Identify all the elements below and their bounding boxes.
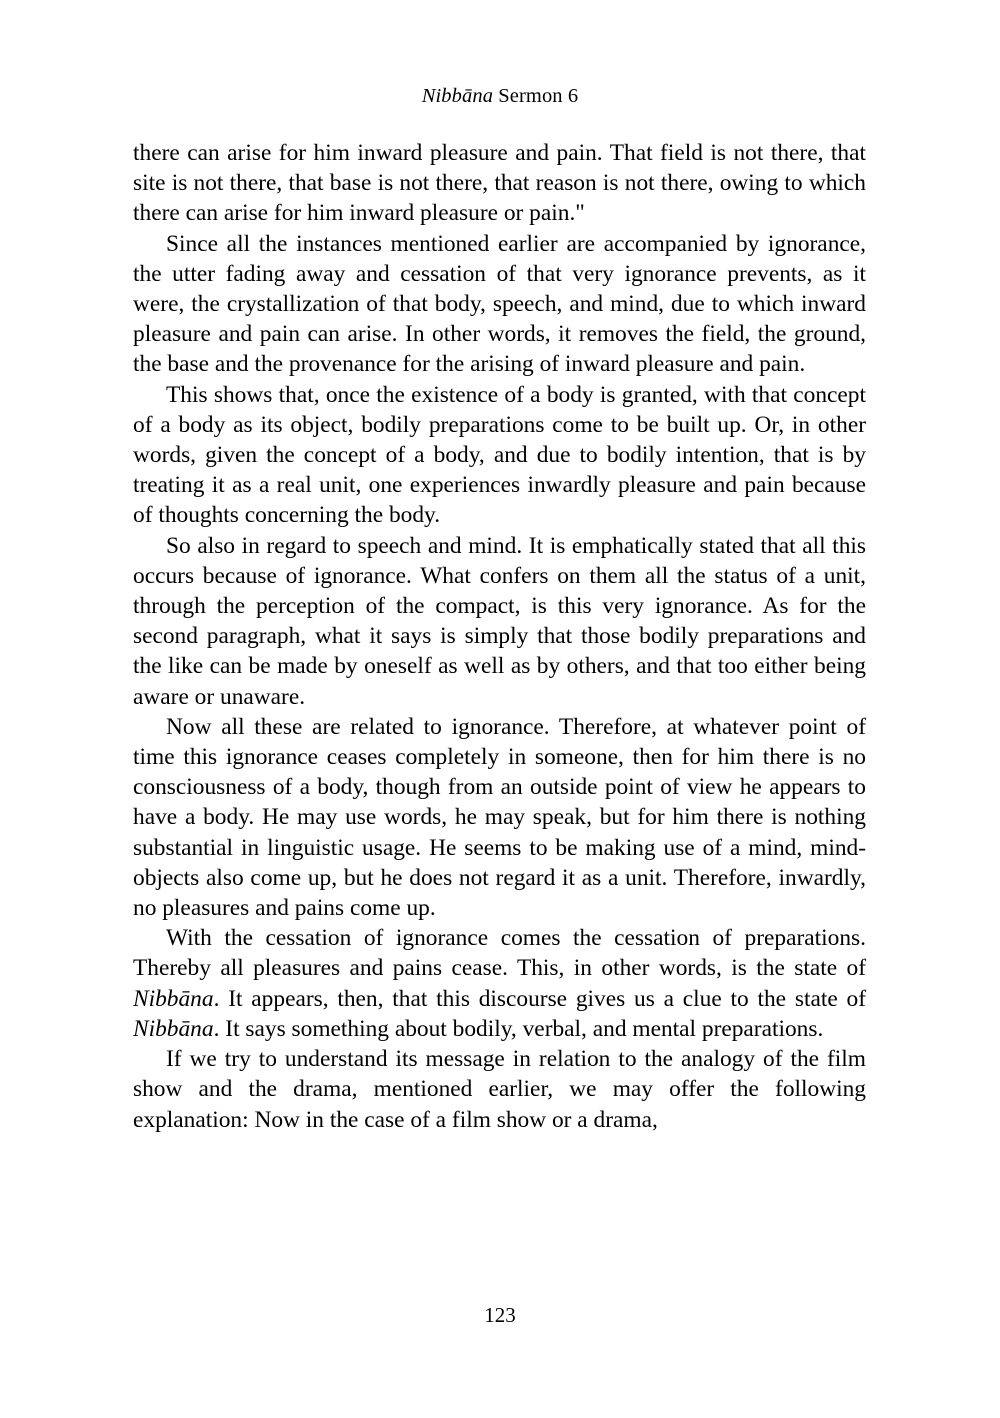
paragraph-if-we-try-to-understand: [133, 1044, 866, 1135]
body-text: [133, 138, 866, 1135]
text-run: If we try to understand its message in relation to the analogy of the film show and the drama, mentioned earlier, we may offer the following explanation: Now in the case of a film show or a drama,: [133, 1046, 866, 1133]
text-run: . It says something about bodily, verbal, and mental preparations.: [213, 1015, 824, 1042]
text-run: So also in regard to speech and mind. It is emphatically stated that all this occurs because of ignorance. What confers on them all the status of a unit, through the perception of the compact, is this very ignorance. As for the second paragraph, what it says is simply that those bodily preparations and the like can be made by oneself as well as by others, and that too either being aware or unaware.: [133, 532, 866, 710]
paragraph-so-also-in-regard: [133, 531, 866, 712]
paragraph-continuation: [133, 138, 866, 229]
running-head-title-italic: Nibbāna: [421, 85, 494, 107]
paragraph-with-the-cessation-of-ignorance: [133, 923, 866, 1044]
text-run: there can arise for him inward pleasure and pain. That field is not there, that site is not there, that base is not there, that reason is not there, owing to which there can arise for him inward pleasure or pain.": [133, 140, 866, 227]
running-head: [0, 84, 1000, 109]
text-run: . It appears, then, that this discourse gives us a clue to the state of: [213, 985, 866, 1012]
running-head-sermon-number: Sermon 6: [493, 85, 579, 107]
text-run: With the cessation of ignorance comes the cessation of preparations. Thereby all pleasures and pains cease. This, in other words, is the state of: [133, 925, 866, 982]
paragraph-since-all-the-instances: [133, 229, 866, 380]
italic-term: Nibbāna: [133, 1015, 214, 1042]
paragraph-now-all-these-are-related: [133, 712, 866, 923]
italic-term: Nibbāna: [133, 985, 214, 1012]
page-number: 123: [484, 1303, 516, 1327]
paragraph-this-shows-that: [133, 380, 866, 531]
text-run: This shows that, once the existence of a body is granted, with that concept of a body as its object, bodily preparations come to be built up. Or, in other words, given the concept of a body, and due to bodily intention, that is by treating it as a real unit, one experiences inwardly pleasure and pain because of thoughts concerning the body.: [133, 381, 866, 529]
text-run: Since all the instances mentioned earlier are accompanied by ignorance, the utter fading away and cessation of that very ignorance prevents, as it were, the crystallization of that body, speech, and mind, due to which inward pleasure and pain can arise. In other words, it removes the field, the ground, the base and the provenance for the arising of inward pleasure and pain.: [133, 230, 866, 378]
text-run: Now all these are related to ignorance. Therefore, at whatever point of time this ignorance ceases completely in someone, then for him there is no consciousness of a body, though from an outside point of view he appears to have a body. He may use words, he may speak, but for him there is nothing substantial in linguistic usage. He seems to be making use of a mind, mind-objects also come up, but he does not regard it as a unit. Therefore, inwardly, no pleasures and pains come up.: [133, 713, 866, 922]
